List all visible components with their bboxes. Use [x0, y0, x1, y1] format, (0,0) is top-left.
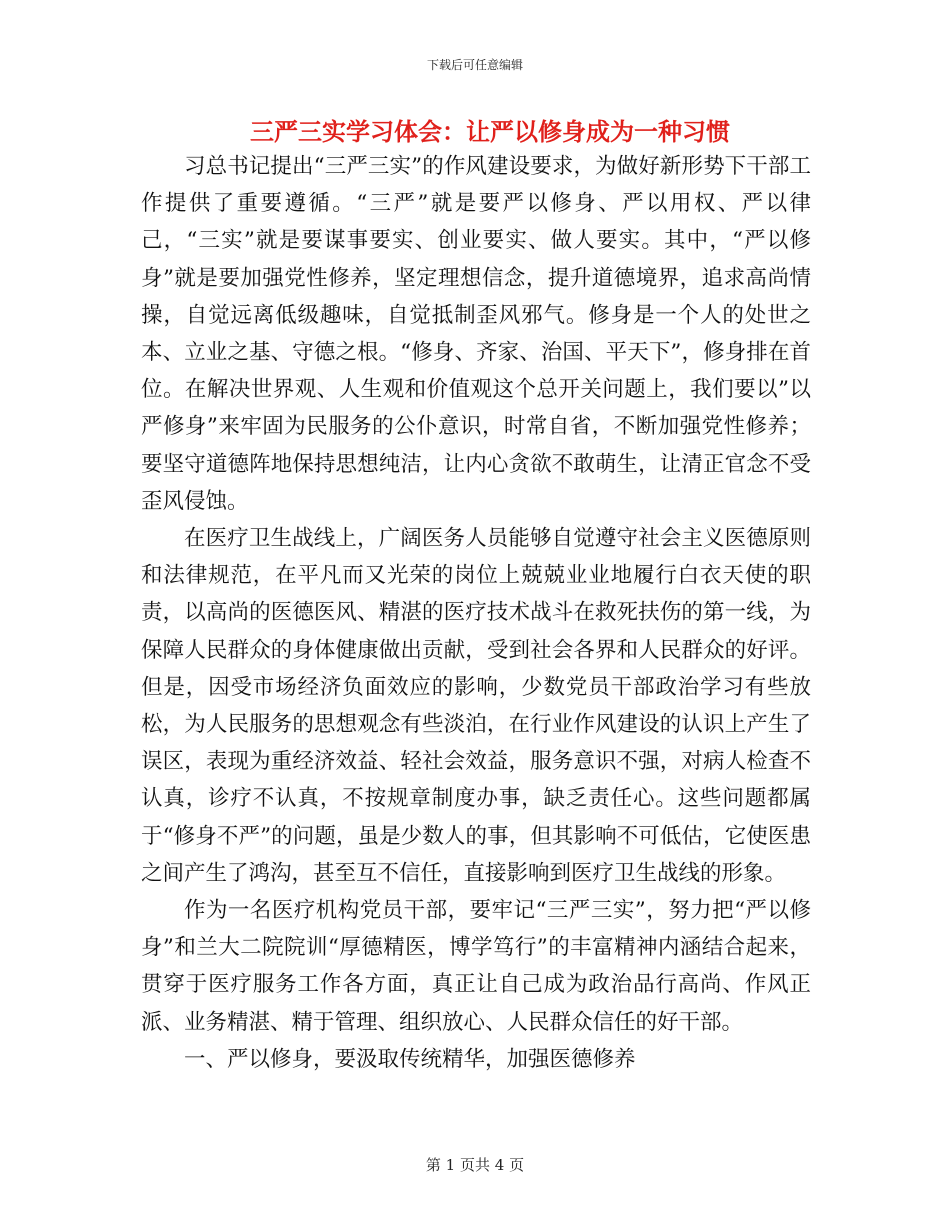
section-heading-1: 一、严以修身，要汲取传统精华，加强医德修养	[184, 1046, 636, 1072]
paragraph-1: 习总书记提出“三严三实”的作风建设要求，为做好新形势下干部工作提供了重要遵循。“三严”就是要严以修身、严以用权、严以律己，“三实”就是要谋事要实、创业要实、做人要实。其中，“严以修身”就是要加强党性修养，坚定理想信念，提升道德境界，追求高尚情操，自觉远离低级趣味，自觉抵制歪风邪气。修身是一个人的处世之本、立业之基、守德之根。“修身、齐家、治国、平天下”，修身排在首位。在解决世界观、人生观和价值观这个总开关问题上，我们要以”以严修身”来牢固为民服务的公仆意识，时常自省，不断加强党性修养；要坚守道德阵地保持思想纯洁，让内心贪欲不敢萌生，让清正官念不受歪风侵蚀。	[141, 154, 811, 514]
document-title: 三严三实学习体会：让严以修身成为一种习惯	[250, 118, 730, 146]
paragraph-3: 作为一名医疗机构党员干部，要牢记“三严三实”，努力把“严以修身”和兰大二院院训“厚德精医，博学笃行”的丰富精神内涵结合起来，贯穿于医疗服务工作各方面，真正让自己成为政治品行高尚、作风正派、业务精湛、精于管理、组织放心、人民群众信任的好干部。	[141, 898, 811, 1035]
document-body	[141, 148, 811, 1078]
header-note: 下载后可任意编辑	[426, 58, 523, 72]
paragraph-2: 在医疗卫生战线上，广阔医务人员能够自觉遵守社会主义医德原则和法律规范，在平凡而又光荣的岗位上兢兢业业地履行白衣天使的职责，以高尚的医德医风、精湛的医疗技术战斗在救死扶伤的第一线，为保障人民群众的身体健康做出贡献，受到社会各界和人民群众的好评。但是，因受市场经济负面效应的影响，少数党员干部政治学习有些放松，为人民服务的思想观念有些淡泊，在行业作风建设的认识上产生了误区，表现为重经济效益、轻社会效益，服务意识不强，对病人检查不认真，诊疗不认真，不按规章制度办事，缺乏责任心。这些问题都属于“修身不严”的问题，虽是少数人的事，但其影响不可低估，它使医患之间产生了鸿沟，甚至互不信任，直接影响到医疗卫生战线的形象。	[141, 526, 811, 886]
page-number-footer: 第 1 页共 4 页	[425, 1156, 525, 1174]
